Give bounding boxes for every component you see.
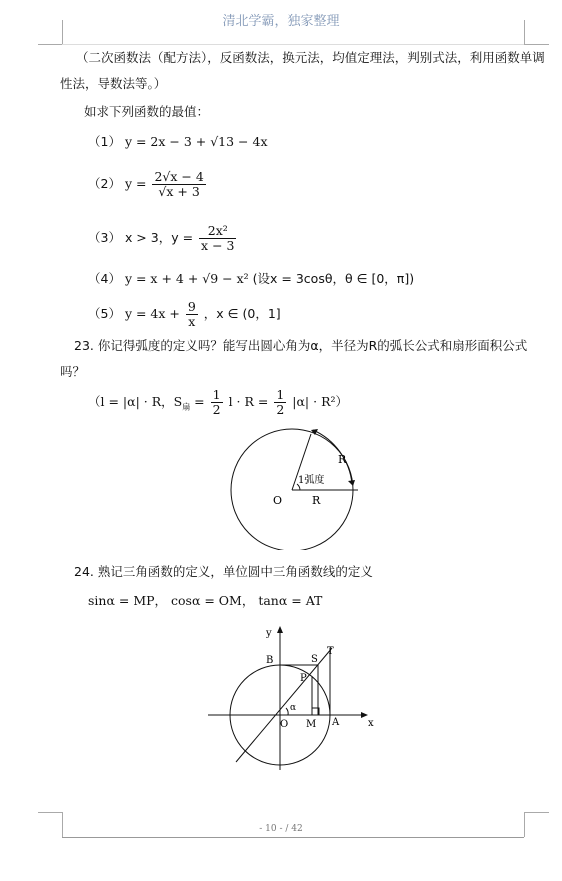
example-5-label: （5） xyxy=(88,306,121,321)
example-3 xyxy=(88,224,238,253)
example-5-domain: ，x ∈ (0，1] xyxy=(203,306,281,321)
intro-text: 如求下列函数的最值： xyxy=(84,104,210,119)
label-p: P xyxy=(300,673,307,684)
example-1-label: （1） xyxy=(88,134,121,149)
radian-label-r-bottom: R xyxy=(312,494,321,507)
x-axis-arrow xyxy=(361,712,368,718)
question-23-line-1: 23. 你记得弧度的定义吗？能写出圆心角为α，半径为R的弧长公式和扇形面积公式 xyxy=(74,338,528,353)
question-23-line-2: 吗？ xyxy=(60,364,86,379)
radian-label-r-arc: R xyxy=(338,453,347,466)
radian-diagram xyxy=(220,426,370,550)
example-3-denominator: x − 3 xyxy=(201,238,235,253)
example-3-label: （3） xyxy=(88,230,121,245)
page-header: 清北学霸，独家整理 xyxy=(222,14,340,29)
label-x: x xyxy=(368,718,374,729)
label-t: T xyxy=(327,646,334,657)
unit-circle-diagram xyxy=(200,622,380,778)
example-4 xyxy=(88,271,414,287)
example-5-lhs: y = 4x + xyxy=(124,306,180,321)
question-24-line: 24. 熟记三角函数的定义，单位圆中三角函数线的定义 xyxy=(74,564,373,579)
example-4-math: y = x + 4 + √9 − x² xyxy=(124,271,249,286)
radian-label-o: O xyxy=(273,494,283,507)
arc-formula-half-2 xyxy=(274,388,286,417)
label-m: M xyxy=(306,719,317,730)
arc-formula-half-1 xyxy=(211,388,223,417)
example-4-label: （4） xyxy=(88,271,121,286)
sector-subscript: 扇 xyxy=(182,402,191,412)
radian-label-one-radian: 1弧度 xyxy=(298,475,325,486)
example-2-denominator: √x + 3 xyxy=(158,184,200,199)
example-5-numerator: 9 xyxy=(187,299,196,314)
example-1-math: y = 2x − 3 + √13 − 4x xyxy=(124,134,268,149)
half-2-numerator: 1 xyxy=(276,387,285,402)
angle-alpha-arc xyxy=(286,708,288,715)
half-1-denominator: 2 xyxy=(212,402,221,417)
example-2-label: （2） xyxy=(88,176,121,191)
example-5-fraction xyxy=(186,300,198,329)
example-1 xyxy=(88,134,268,150)
label-b: B xyxy=(266,655,274,666)
crop-mark-top-left xyxy=(38,20,63,45)
label-alpha: α xyxy=(290,703,297,713)
arc-formula-part-b: = xyxy=(194,394,205,409)
example-2-lhs: y = xyxy=(124,176,147,191)
example-3-condition: x > 3，y = xyxy=(124,230,194,245)
example-5-denominator: x xyxy=(188,314,196,329)
arc-formula-part-a: （l = |α| · R，S xyxy=(88,394,183,409)
example-2-numerator: 2√x − 4 xyxy=(154,169,204,184)
header-rule xyxy=(62,44,524,45)
example-3-numerator: 2x² xyxy=(199,224,236,239)
example-4-hint: (设x = 3cosθ，θ ∈ [0，π]) xyxy=(252,271,415,286)
arc-formula xyxy=(88,388,348,417)
example-3-fraction xyxy=(199,224,236,253)
crop-mark-top-right xyxy=(524,20,549,45)
half-1-numerator: 1 xyxy=(212,387,221,402)
label-a: A xyxy=(332,717,340,728)
methods-line-2: 性法，导数法等。） xyxy=(60,76,167,91)
arc-arrow-head-bottom xyxy=(348,480,355,486)
arc-formula-part-d: |α| · R²） xyxy=(292,394,348,409)
arc-formula-part-c: l · R = xyxy=(228,394,269,409)
label-o: O xyxy=(280,719,289,730)
page-number: - 10 - / 42 xyxy=(259,824,303,834)
example-2-fraction xyxy=(152,170,205,199)
label-y: y xyxy=(266,628,272,639)
footer-rule xyxy=(62,837,524,838)
example-2 xyxy=(88,170,208,199)
example-5 xyxy=(88,300,281,329)
y-axis-arrow xyxy=(277,626,283,633)
label-s: S xyxy=(311,654,318,665)
trig-formula: sinα = MP， cosα = OM， tanα = AT xyxy=(88,593,323,608)
half-2-denominator: 2 xyxy=(276,402,285,417)
methods-line-1: （二次函数法（配方法），反函数法，换元法，均值定理法，判别式法，利用函数单调 xyxy=(76,50,545,65)
